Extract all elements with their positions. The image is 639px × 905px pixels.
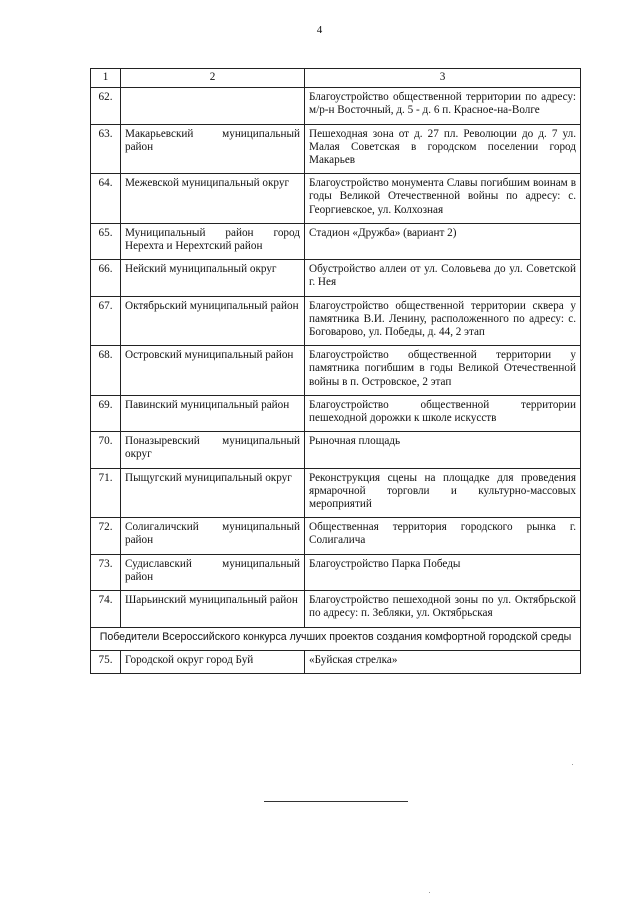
municipality-cell: Макарьевский муниципальный район [121, 124, 305, 174]
municipality-cell: Пыщугский муниципальный округ [121, 468, 305, 518]
municipality-cell: Шарьинский муниципальный район [121, 591, 305, 627]
column-header-number: 1 [91, 69, 121, 88]
municipality-cell: Судиславский муниципальный район [121, 554, 305, 590]
row-number: 71. [91, 468, 121, 518]
table-row [91, 591, 581, 627]
municipality-cell: Нейский муниципальный округ [121, 260, 305, 296]
table-header-row [91, 69, 581, 88]
project-cell: Стадион «Дружба» (вариант 2) [305, 223, 581, 259]
project-cell: Благоустройство общественной территории сквера у памятника В.И. Ленину, расположенного по адресу: с. Боговарово, ул. Победы, д. 44, 2 этап [305, 296, 581, 346]
row-number: 74. [91, 591, 121, 627]
project-cell: Благоустройство общественной территории по адресу: м/р-н Восточный, д. 5 - д. 6 п. Красное-на-Волге [305, 88, 581, 124]
table-row [91, 223, 581, 259]
table-row [91, 88, 581, 124]
projects-table [90, 68, 581, 674]
section-heading: Победители Всероссийского конкурса лучших проектов создания комфортной городской среды [91, 627, 581, 650]
row-number: 64. [91, 174, 121, 224]
row-number: 65. [91, 223, 121, 259]
project-cell: Благоустройство общественной территории у памятника погибшим в годы Великой Отечественной войны в п. Островское, 2 этап [305, 346, 581, 396]
row-number: 63. [91, 124, 121, 174]
scan-speck [429, 892, 430, 893]
municipality-cell [121, 88, 305, 124]
row-number: 69. [91, 395, 121, 431]
municipality-cell: Октябрьский муниципальный район [121, 296, 305, 346]
project-cell: Обустройство аллеи от ул. Соловьева до ул. Советской г. Нея [305, 260, 581, 296]
project-cell: Пешеходная зона от д. 27 пл. Революции до д. 7 ул. Малая Советская в городском поселении город Макарьев [305, 124, 581, 174]
project-cell: Благоустройство общественной территории пешеходной дорожки к школе искусств [305, 395, 581, 431]
page-number: 4 [316, 24, 323, 36]
municipality-cell: Поназыревский муниципальный округ [121, 432, 305, 468]
table-row [91, 346, 581, 396]
project-cell: Благоустройство монумента Славы погибшим воинам в годы Великой Отечественной войны по адресу: с. Георгиевское, ул. Колхозная [305, 174, 581, 224]
row-number: 73. [91, 554, 121, 590]
municipality-cell: Островский муниципальный район [121, 346, 305, 396]
project-cell: «Буйская стрелка» [305, 650, 581, 673]
row-number: 68. [91, 346, 121, 396]
table-row [91, 395, 581, 431]
table-row [91, 468, 581, 518]
project-cell: Благоустройство пешеходной зоны по ул. Октябрьской по адресу: п. Зебляки, ул. Октябрьская [305, 591, 581, 627]
table-row [91, 296, 581, 346]
row-number: 72. [91, 518, 121, 554]
column-header-municipality: 2 [121, 69, 305, 88]
municipality-cell: Солигаличский муниципальный район [121, 518, 305, 554]
project-cell: Благоустройство Парка Победы [305, 554, 581, 590]
municipality-cell: Муниципальный район город Нерехта и Нерехтский район [121, 223, 305, 259]
column-header-project: 3 [305, 69, 581, 88]
table-row [91, 432, 581, 468]
municipality-cell: Городской округ город Буй [121, 650, 305, 673]
table-row [91, 650, 581, 673]
row-number: 75. [91, 650, 121, 673]
project-cell: Реконструкция сцены на площадке для проведения ярмарочной торговли и культурно-массовых мероприятий [305, 468, 581, 518]
row-number: 66. [91, 260, 121, 296]
table-row [91, 554, 581, 590]
table-row [91, 260, 581, 296]
end-rule [264, 801, 408, 802]
row-number: 67. [91, 296, 121, 346]
section-row [91, 627, 581, 650]
table-row [91, 174, 581, 224]
scan-speck [572, 764, 573, 765]
table-row [91, 124, 581, 174]
municipality-cell: Павинский муниципальный район [121, 395, 305, 431]
project-cell: Рыночная площадь [305, 432, 581, 468]
project-cell: Общественная территория городского рынка г. Солигалича [305, 518, 581, 554]
table-row [91, 518, 581, 554]
row-number: 62. [91, 88, 121, 124]
row-number: 70. [91, 432, 121, 468]
municipality-cell: Межевской муниципальный округ [121, 174, 305, 224]
